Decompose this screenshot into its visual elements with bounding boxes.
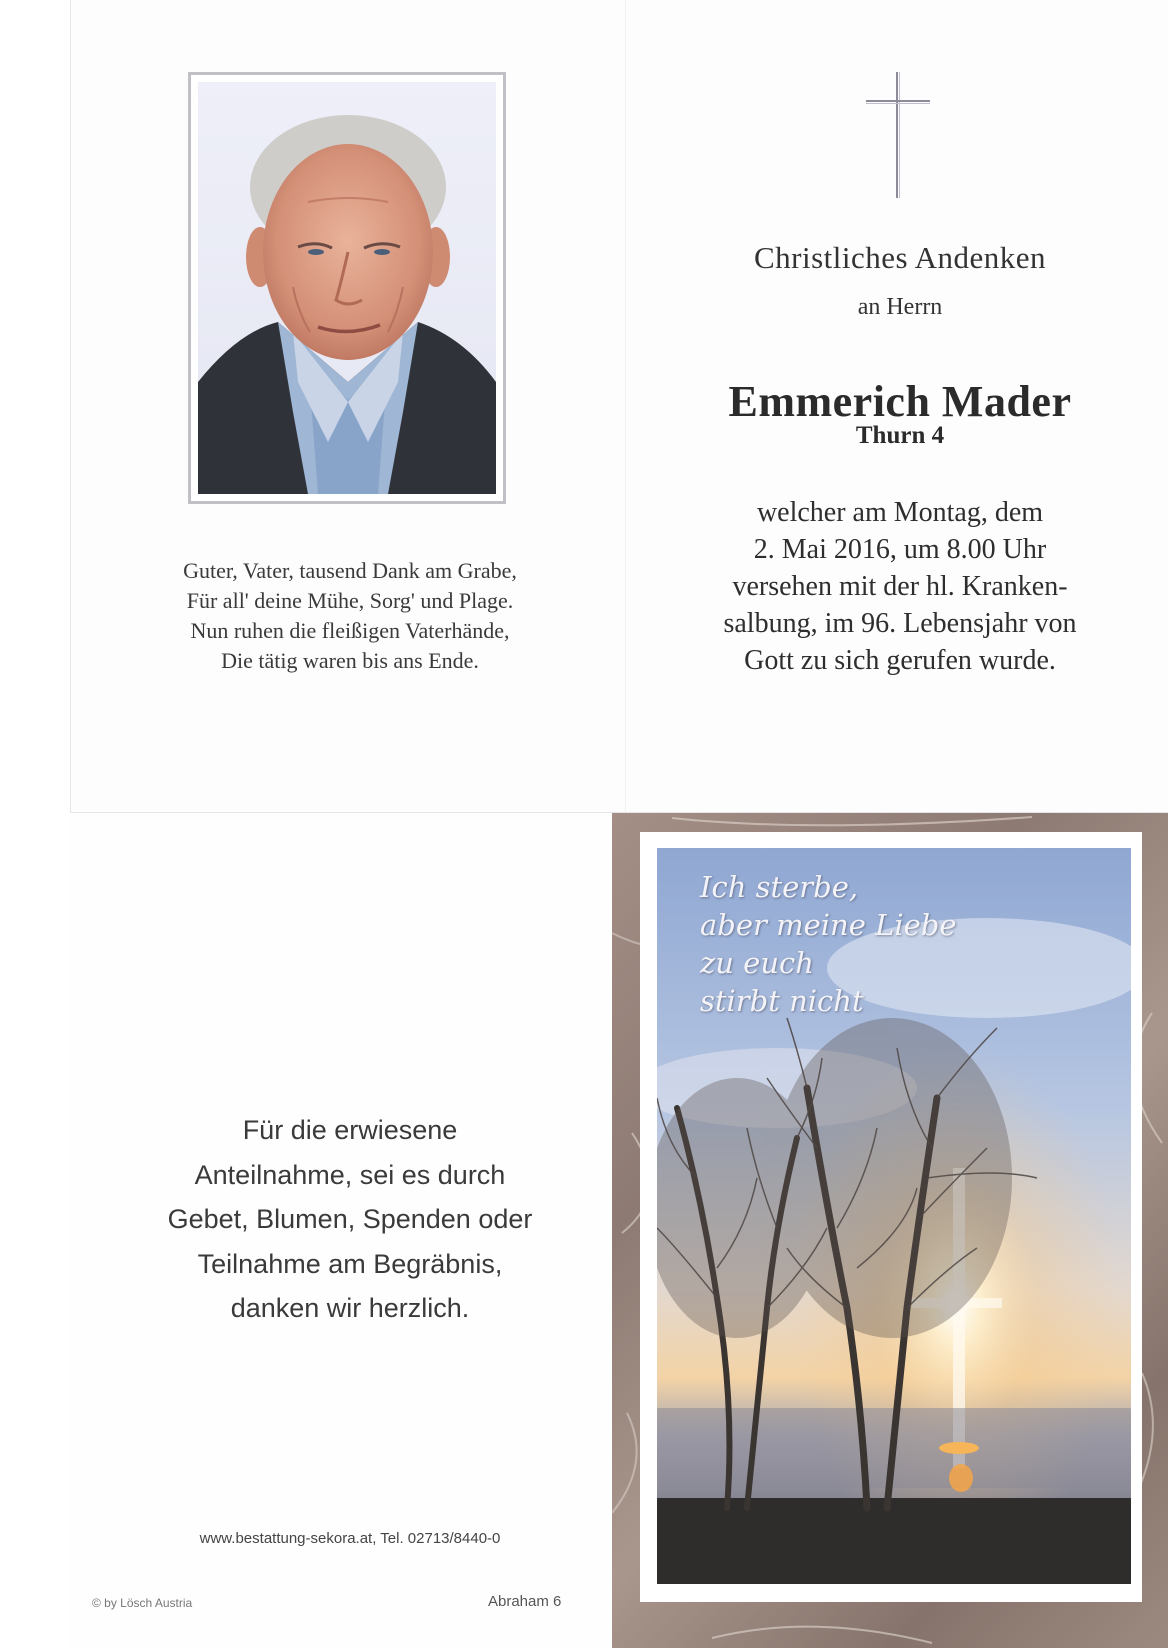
portrait-frame: [188, 72, 506, 504]
death-notice-line: 2. Mai 2016, um 8.00 Uhr: [753, 534, 1047, 565]
thanks-line: danken wir herzlich.: [230, 1293, 470, 1323]
death-notice-line: welcher am Montag, dem: [756, 497, 1044, 528]
thanks-line: Anteilnahme, sei es durch: [194, 1159, 506, 1190]
memorial-subtitle: an Herrn: [857, 294, 943, 320]
poem-line: Guter, Vater, tausend Dank am Grabe,: [183, 558, 517, 583]
thanks-text: [130, 1108, 570, 1331]
death-notice: [690, 494, 1110, 679]
portrait-photo: [198, 82, 496, 494]
poem-line: Nun ruhen die fleißigen Vaterhände,: [190, 618, 510, 643]
deceased-name: Emmerich Mader: [728, 377, 1072, 426]
verse: [700, 868, 957, 1020]
poem-line: Für all' deine Mühe, Sorg' und Plage.: [186, 588, 514, 613]
funeral-home-contact: www.bestattung-sekora.at, Tel. 02713/8440-0: [199, 1530, 501, 1547]
verse-line: Ich sterbe,: [700, 870, 859, 904]
death-notice-line: versehen mit der hl. Kranken-: [732, 571, 1068, 602]
deceased-address: Thurn 4: [855, 422, 945, 449]
thanks-line: Gebet, Blumen, Spenden oder: [167, 1204, 533, 1234]
card-model-label: Abraham 6: [488, 1593, 562, 1610]
verse-line: aber meine Liebe: [700, 908, 957, 942]
poem-line: Die tätig waren bis ans Ende.: [221, 648, 479, 673]
death-notice-line: Gott zu sich gerufen wurde.: [744, 645, 1056, 676]
fold-line: [625, 0, 626, 812]
verse-line: stirbt nicht: [700, 984, 864, 1018]
cross-icon: [866, 72, 930, 198]
death-notice-line: salbung, im 96. Lebensjahr von: [723, 608, 1077, 639]
thanks-line: Für die erwiesene: [242, 1115, 458, 1145]
memorial-title: Christliches Andenken: [753, 240, 1047, 275]
poem: [130, 556, 570, 676]
copyright-note: © by Lösch Austria: [92, 1596, 193, 1610]
verse-line: zu euch: [700, 946, 814, 980]
thanks-line: Teilnahme am Begräbnis,: [197, 1248, 503, 1279]
